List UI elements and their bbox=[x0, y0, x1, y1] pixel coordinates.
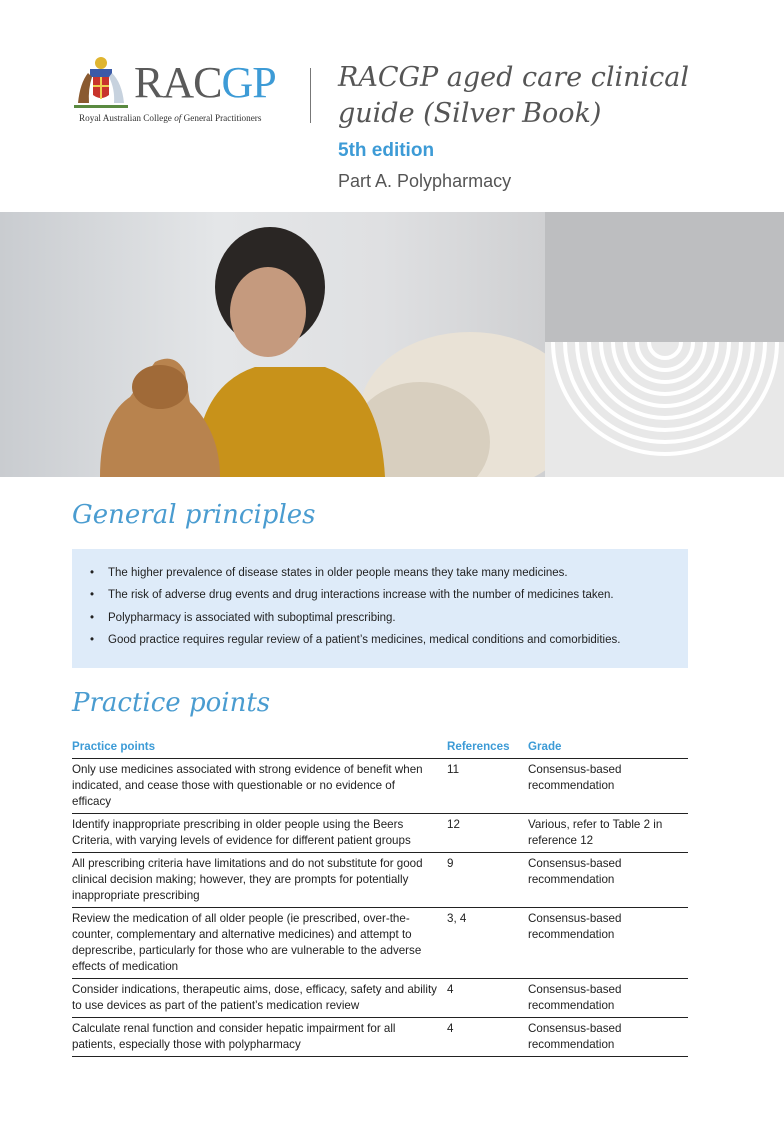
column-header: References bbox=[447, 738, 528, 759]
references: 4 bbox=[447, 1018, 528, 1057]
table-row bbox=[72, 908, 688, 979]
practice-point: Calculate renal function and consider hepatic impairment for all patients, especially those with polypharmacy bbox=[72, 1018, 447, 1057]
references: 12 bbox=[447, 814, 528, 853]
grade: Consensus-based recommendation bbox=[528, 853, 688, 908]
table-row bbox=[72, 853, 688, 908]
general-principles-box bbox=[72, 549, 688, 668]
bullet-item: • Good practice requires regular review of a patient’s medicines, medical conditions and comorbidities. bbox=[98, 629, 688, 651]
references: 11 bbox=[447, 759, 528, 814]
general-principles-heading: General principles bbox=[72, 500, 316, 530]
document-title: RACGP aged care clinical guide (Silver Book) bbox=[338, 62, 689, 129]
table-row bbox=[72, 759, 688, 814]
references: 4 bbox=[447, 979, 528, 1018]
practice-point: Consider indications, therapeutic aims, dose, efficacy, safety and ability to use devices as part of the patient’s medication review bbox=[72, 979, 447, 1018]
bullet-item: • The higher prevalence of disease states in older people means they take many medicines. bbox=[98, 562, 688, 584]
column-header: Practice points bbox=[72, 738, 447, 759]
table-header-row bbox=[72, 738, 688, 759]
grade: Consensus-based recommendation bbox=[528, 908, 688, 979]
grade: Consensus-based recommendation bbox=[528, 1018, 688, 1057]
column-header: Grade bbox=[528, 738, 688, 759]
practice-point: Identify inappropriate prescribing in older people using the Beers Criteria, with varying levels of evidence for different patient groups bbox=[72, 814, 447, 853]
practice-points-table bbox=[72, 738, 688, 1057]
practice-point: Only use medicines associated with strong evidence of benefit when indicated, and cease those with questionable or no evidence of efficacy bbox=[72, 759, 447, 814]
header-divider bbox=[310, 68, 311, 123]
table-row bbox=[72, 814, 688, 853]
college-name: Royal Australian College of General Practitioners bbox=[79, 113, 262, 123]
edition-label: 5th edition bbox=[338, 140, 435, 161]
cover-photo bbox=[0, 212, 545, 477]
practice-points-heading: Practice points bbox=[72, 688, 271, 718]
bullet-item: • Polypharmacy is associated with suboptimal prescribing. bbox=[98, 607, 688, 629]
grade: Various, refer to Table 2 in reference 12 bbox=[528, 814, 688, 853]
references: 9 bbox=[447, 853, 528, 908]
racgp-crest-logo bbox=[72, 55, 130, 109]
racgp-wordmark: RACGP bbox=[134, 58, 276, 107]
table-row bbox=[72, 1018, 688, 1057]
decorative-arc-panel bbox=[545, 212, 784, 477]
table-row bbox=[72, 979, 688, 1018]
grade: Consensus-based recommendation bbox=[528, 759, 688, 814]
grade: Consensus-based recommendation bbox=[528, 979, 688, 1018]
part-label: Part A. Polypharmacy bbox=[338, 171, 512, 191]
references: 3, 4 bbox=[447, 908, 528, 979]
practice-point: Review the medication of all older people (ie prescribed, over-the-counter, complementary and alternative medicines) and attempt to deprescribe, particularly for those who are vulnerable to the adverse effects of medication bbox=[72, 908, 447, 979]
practice-point: All prescribing criteria have limitations and do not substitute for good clinical decision making; however, they are prompts for potentially inappropriate prescribing bbox=[72, 853, 447, 908]
bullet-item: • The risk of adverse drug events and drug interactions increase with the number of medicines taken. bbox=[98, 584, 688, 606]
